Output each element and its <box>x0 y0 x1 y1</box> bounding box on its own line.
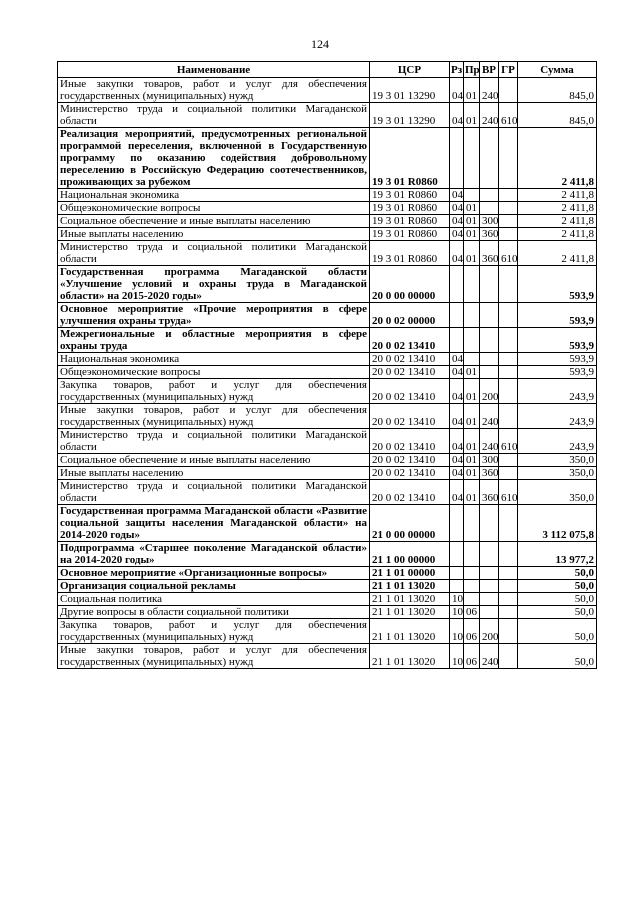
row-vr: 200 <box>480 379 499 404</box>
row-gr <box>499 580 518 593</box>
row-sum: 50,0 <box>518 606 597 619</box>
row-csr: 20 0 02 13410 <box>370 480 450 505</box>
table-row <box>58 606 597 619</box>
table-row <box>58 480 597 505</box>
row-gr <box>499 593 518 606</box>
row-csr: 20 0 02 13410 <box>370 379 450 404</box>
row-name: Закупка товаров, работ и услуг для обеспечения государственных (муниципальных) нужд <box>58 379 370 404</box>
row-gr <box>499 404 518 429</box>
header-vr: ВР <box>480 62 499 78</box>
table-row <box>58 505 597 542</box>
row-pr: 01 <box>464 404 480 429</box>
row-vr <box>480 189 499 202</box>
row-gr <box>499 567 518 580</box>
table-row <box>58 379 597 404</box>
row-csr: 20 0 02 13410 <box>370 467 450 480</box>
row-pr: 01 <box>464 228 480 241</box>
row-csr: 19 3 01 R0860 <box>370 128 450 189</box>
row-csr: 19 3 01 R0860 <box>370 228 450 241</box>
row-vr <box>480 542 499 567</box>
row-rz: 04 <box>450 480 464 505</box>
row-vr <box>480 266 499 303</box>
table-row <box>58 303 597 328</box>
row-gr <box>499 379 518 404</box>
row-csr: 21 1 01 13020 <box>370 593 450 606</box>
row-sum: 2 411,8 <box>518 189 597 202</box>
table-row <box>58 241 597 266</box>
row-pr: 06 <box>464 619 480 644</box>
row-vr <box>480 353 499 366</box>
row-pr: 01 <box>464 480 480 505</box>
row-rz <box>450 505 464 542</box>
table-header-row <box>58 62 597 78</box>
row-pr: 01 <box>464 467 480 480</box>
row-sum: 243,9 <box>518 404 597 429</box>
row-csr: 19 3 01 R0860 <box>370 215 450 228</box>
row-name: Социальное обеспечение и иные выплаты населению <box>58 454 370 467</box>
row-vr: 360 <box>480 467 499 480</box>
row-csr: 21 1 01 13020 <box>370 580 450 593</box>
row-csr: 19 3 01 13290 <box>370 78 450 103</box>
table-row <box>58 266 597 303</box>
row-name: Основное мероприятие «Прочие мероприятия в сфере улучшения охраны труда» <box>58 303 370 328</box>
row-name: Министерство труда и социальной политики Магаданской области <box>58 480 370 505</box>
row-rz: 10 <box>450 619 464 644</box>
row-vr <box>480 606 499 619</box>
row-rz <box>450 567 464 580</box>
row-sum: 350,0 <box>518 454 597 467</box>
row-name: Министерство труда и социальной политики Магаданской области <box>58 241 370 266</box>
table-row <box>58 404 597 429</box>
row-rz: 04 <box>450 353 464 366</box>
row-csr: 19 3 01 R0860 <box>370 202 450 215</box>
row-vr <box>480 593 499 606</box>
row-rz: 10 <box>450 593 464 606</box>
row-vr: 300 <box>480 215 499 228</box>
row-csr: 20 0 02 00000 <box>370 303 450 328</box>
row-sum: 593,9 <box>518 366 597 379</box>
row-rz <box>450 128 464 189</box>
table-row <box>58 429 597 454</box>
row-name: Общеэкономические вопросы <box>58 366 370 379</box>
table-body <box>58 78 597 669</box>
row-gr <box>499 505 518 542</box>
row-sum: 50,0 <box>518 619 597 644</box>
row-pr: 01 <box>464 78 480 103</box>
table-row <box>58 202 597 215</box>
table-row <box>58 593 597 606</box>
table-row <box>58 78 597 103</box>
row-csr: 20 0 02 13410 <box>370 429 450 454</box>
table-row <box>58 542 597 567</box>
row-csr: 21 1 01 00000 <box>370 567 450 580</box>
row-name: Межрегиональные и областные мероприятия в сфере охраны труда <box>58 328 370 353</box>
row-vr: 360 <box>480 228 499 241</box>
table-row <box>58 228 597 241</box>
row-csr: 19 3 01 R0860 <box>370 189 450 202</box>
row-rz: 04 <box>450 379 464 404</box>
table-row <box>58 128 597 189</box>
row-name: Реализация мероприятий, предусмотренных региональной программой переселения, включенной в Государственную программу по оказанию содействия добровольному переселению в Российскую Федерацию соотечественников, проживающих за рубежом <box>58 128 370 189</box>
table-row <box>58 467 597 480</box>
row-sum: 593,9 <box>518 353 597 366</box>
row-name: Министерство труда и социальной политики Магаданской области <box>58 103 370 128</box>
row-name: Иные закупки товаров, работ и услуг для обеспечения государственных (муниципальных) нужд <box>58 644 370 669</box>
row-sum: 593,9 <box>518 266 597 303</box>
row-sum: 50,0 <box>518 593 597 606</box>
row-sum: 350,0 <box>518 467 597 480</box>
row-gr: 610 <box>499 480 518 505</box>
table-row <box>58 619 597 644</box>
row-gr <box>499 266 518 303</box>
row-vr <box>480 505 499 542</box>
row-vr <box>480 128 499 189</box>
row-gr <box>499 128 518 189</box>
table-row <box>58 215 597 228</box>
row-vr <box>480 202 499 215</box>
row-csr: 20 0 02 13410 <box>370 328 450 353</box>
row-sum: 243,9 <box>518 379 597 404</box>
row-csr: 19 3 01 13290 <box>370 103 450 128</box>
row-name: Иные закупки товаров, работ и услуг для обеспечения государственных (муниципальных) нужд <box>58 404 370 429</box>
row-gr <box>499 228 518 241</box>
row-vr: 240 <box>480 404 499 429</box>
row-pr: 01 <box>464 379 480 404</box>
row-name: Общеэкономические вопросы <box>58 202 370 215</box>
row-pr <box>464 353 480 366</box>
row-rz: 10 <box>450 644 464 669</box>
row-pr <box>464 189 480 202</box>
row-csr: 20 0 02 13410 <box>370 366 450 379</box>
row-pr: 01 <box>464 202 480 215</box>
row-csr: 20 0 02 13410 <box>370 404 450 429</box>
row-csr: 21 0 00 00000 <box>370 505 450 542</box>
row-rz: 04 <box>450 429 464 454</box>
table-row <box>58 353 597 366</box>
row-rz: 04 <box>450 78 464 103</box>
row-name: Закупка товаров, работ и услуг для обеспечения государственных (муниципальных) нужд <box>58 619 370 644</box>
row-rz: 04 <box>450 454 464 467</box>
row-vr: 240 <box>480 78 499 103</box>
budget-table <box>57 61 597 669</box>
row-pr <box>464 328 480 353</box>
row-pr <box>464 580 480 593</box>
row-pr: 01 <box>464 429 480 454</box>
row-pr: 06 <box>464 606 480 619</box>
header-name: Наименование <box>58 62 370 78</box>
page-number: 124 <box>311 37 329 51</box>
row-name: Иные выплаты населению <box>58 467 370 480</box>
row-rz <box>450 542 464 567</box>
row-rz: 04 <box>450 228 464 241</box>
row-gr: 610 <box>499 429 518 454</box>
row-sum: 50,0 <box>518 644 597 669</box>
row-name: Социальная политика <box>58 593 370 606</box>
row-gr <box>499 353 518 366</box>
row-csr: 21 1 00 00000 <box>370 542 450 567</box>
row-gr <box>499 215 518 228</box>
row-sum: 2 411,8 <box>518 228 597 241</box>
row-name: Социальное обеспечение и иные выплаты населению <box>58 215 370 228</box>
row-pr: 01 <box>464 103 480 128</box>
row-rz: 04 <box>450 404 464 429</box>
row-gr <box>499 366 518 379</box>
table-row <box>58 454 597 467</box>
row-sum: 50,0 <box>518 580 597 593</box>
row-gr <box>499 78 518 103</box>
row-name: Национальная экономика <box>58 353 370 366</box>
row-sum: 243,9 <box>518 429 597 454</box>
row-pr: 01 <box>464 454 480 467</box>
row-sum: 593,9 <box>518 303 597 328</box>
row-rz: 10 <box>450 606 464 619</box>
row-gr <box>499 644 518 669</box>
row-gr <box>499 454 518 467</box>
row-sum: 2 411,8 <box>518 215 597 228</box>
row-pr <box>464 505 480 542</box>
table-row <box>58 580 597 593</box>
row-vr: 200 <box>480 619 499 644</box>
row-pr <box>464 567 480 580</box>
row-gr <box>499 328 518 353</box>
row-gr: 610 <box>499 241 518 266</box>
row-pr: 01 <box>464 366 480 379</box>
row-vr: 360 <box>480 241 499 266</box>
row-gr <box>499 303 518 328</box>
row-gr <box>499 606 518 619</box>
row-gr <box>499 467 518 480</box>
row-gr <box>499 542 518 567</box>
row-sum: 50,0 <box>518 567 597 580</box>
row-name: Государственная программа Магаданской области «Развитие социальной защиты населения Магаданской области» на 2014-2020 годы» <box>58 505 370 542</box>
row-name: Министерство труда и социальной политики Магаданской области <box>58 429 370 454</box>
row-csr: 19 3 01 R0860 <box>370 241 450 266</box>
table-row <box>58 328 597 353</box>
row-vr <box>480 567 499 580</box>
row-gr <box>499 202 518 215</box>
row-csr: 21 1 01 13020 <box>370 644 450 669</box>
table-row <box>58 189 597 202</box>
row-rz: 04 <box>450 215 464 228</box>
row-sum: 350,0 <box>518 480 597 505</box>
row-sum: 3 112 075,8 <box>518 505 597 542</box>
row-vr <box>480 366 499 379</box>
row-pr: 01 <box>464 215 480 228</box>
header-gr: ГР <box>499 62 518 78</box>
row-rz: 04 <box>450 467 464 480</box>
row-sum: 845,0 <box>518 103 597 128</box>
row-vr <box>480 303 499 328</box>
row-rz <box>450 580 464 593</box>
row-gr: 610 <box>499 103 518 128</box>
row-name: Иные закупки товаров, работ и услуг для обеспечения государственных (муниципальных) нужд <box>58 78 370 103</box>
row-rz <box>450 328 464 353</box>
row-name: Другие вопросы в области социальной политики <box>58 606 370 619</box>
row-rz: 04 <box>450 241 464 266</box>
table-row <box>58 103 597 128</box>
row-csr: 21 1 01 13020 <box>370 606 450 619</box>
row-rz: 04 <box>450 366 464 379</box>
row-vr <box>480 580 499 593</box>
row-pr <box>464 128 480 189</box>
row-rz <box>450 266 464 303</box>
row-vr: 240 <box>480 103 499 128</box>
row-pr <box>464 303 480 328</box>
row-vr <box>480 328 499 353</box>
header-sum: Сумма <box>518 62 597 78</box>
header-rz: Рз <box>451 63 463 76</box>
row-pr <box>464 266 480 303</box>
row-vr: 300 <box>480 454 499 467</box>
row-gr <box>499 189 518 202</box>
row-vr: 240 <box>480 644 499 669</box>
row-sum: 2 411,8 <box>518 202 597 215</box>
row-name: Государственная программа Магаданской области «Улучшение условий и охраны труда в Магаданской области» на 2015-2020 годы» <box>58 266 370 303</box>
table-row <box>58 567 597 580</box>
table-row <box>58 366 597 379</box>
row-sum: 845,0 <box>518 78 597 103</box>
row-rz: 04 <box>450 103 464 128</box>
row-name: Организация социальной рекламы <box>58 580 370 593</box>
row-name: Основное мероприятие «Организационные вопросы» <box>58 567 370 580</box>
table-row <box>58 644 597 669</box>
header-pr: Пр <box>465 63 480 76</box>
row-csr: 20 0 02 13410 <box>370 454 450 467</box>
row-vr: 360 <box>480 480 499 505</box>
row-vr: 240 <box>480 429 499 454</box>
row-gr <box>499 619 518 644</box>
row-pr: 06 <box>464 644 480 669</box>
row-sum: 2 411,8 <box>518 128 597 189</box>
row-sum: 2 411,8 <box>518 241 597 266</box>
row-pr <box>464 593 480 606</box>
row-csr: 20 0 02 13410 <box>370 353 450 366</box>
row-sum: 13 977,2 <box>518 542 597 567</box>
row-pr: 01 <box>464 241 480 266</box>
row-name: Подпрограмма «Старшее поколение Магаданской области» на 2014-2020 годы» <box>58 542 370 567</box>
row-csr: 20 0 00 00000 <box>370 266 450 303</box>
row-csr: 21 1 01 13020 <box>370 619 450 644</box>
row-sum: 593,9 <box>518 328 597 353</box>
row-rz: 04 <box>450 189 464 202</box>
row-name: Иные выплаты населению <box>58 228 370 241</box>
row-rz: 04 <box>450 202 464 215</box>
row-name: Национальная экономика <box>58 189 370 202</box>
row-pr <box>464 542 480 567</box>
row-rz <box>450 303 464 328</box>
header-csr: ЦСР <box>370 62 450 78</box>
